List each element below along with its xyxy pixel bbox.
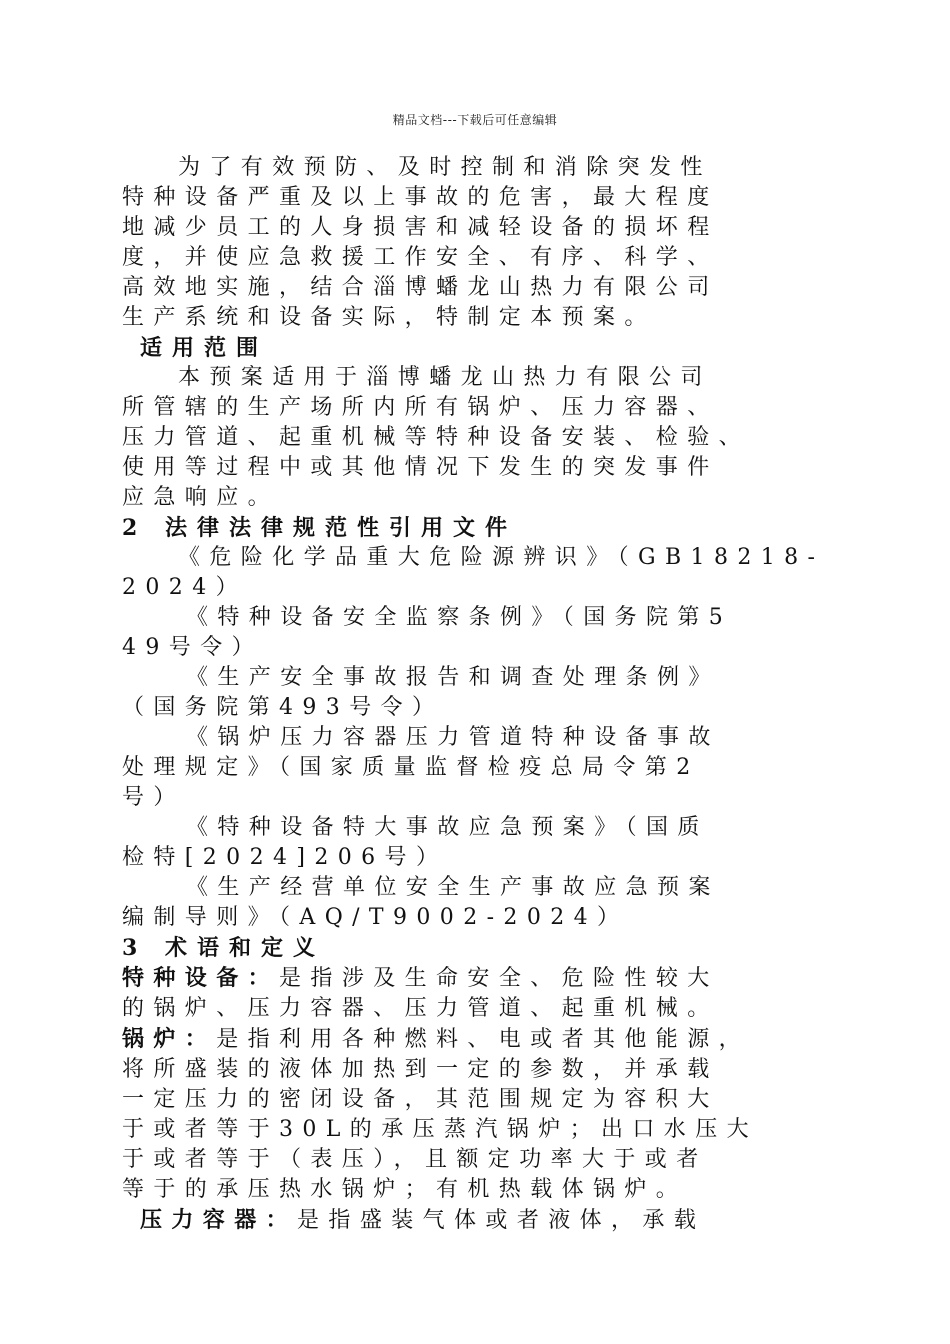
- law-item-line: 《生产安全事故报告和调查处理条例》: [186, 665, 720, 690]
- law-item-line: （国务院第493号令）: [122, 695, 444, 720]
- intro-paragraph: [122, 153, 842, 333]
- laws-list: [122, 543, 842, 933]
- law-item-line: 检特[2024]206号）: [122, 845, 448, 870]
- term-text: 是指盛装气体或者液体，承载: [297, 1208, 706, 1233]
- scope-heading: 适用范围: [140, 335, 269, 361]
- law-item-line: 《生产经营单位安全生产事故应急预案: [186, 875, 720, 900]
- law-item-line: 《特种设备安全监察条例》（国务院第5: [186, 605, 733, 630]
- scope-line: 使用等过程中或其他情况下发生的突发事件: [122, 455, 719, 480]
- term-text-line: 于或者等于（表压），且额定功率大于或者: [122, 1147, 708, 1172]
- intro-line: 高效地实施，结合淄博蟠龙山热力有限公司: [122, 275, 719, 300]
- term-text-line: 一定压力的密闭设备，其范围规定为容积大: [122, 1087, 719, 1112]
- law-item-line: 编制导则》（AQ/T9002-2024）: [122, 905, 629, 930]
- intro-line: 为了有效预防、及时控制和消除突发性: [178, 155, 712, 180]
- term-text-line: 的锅炉、压力容器、压力管道、起重机械。: [122, 996, 719, 1021]
- term-special-equipment: [122, 963, 842, 994]
- term-boiler: [122, 1024, 842, 1055]
- law-item-line: 号）: [122, 785, 185, 810]
- scope-line: 本预案适用于淄博蟠龙山热力有限公司: [178, 365, 712, 390]
- term-text-line: 将所盛装的液体加热到一定的参数，并承载: [122, 1057, 719, 1082]
- intro-line: 度，并使应急救援工作安全、有序、科学、: [122, 245, 719, 270]
- term-text-line: 等于的承压热水锅炉；有机热载体锅炉。: [122, 1177, 688, 1202]
- intro-line: 地减少员工的人身损害和减轻设备的损坏程: [122, 215, 719, 240]
- terms-list: [122, 963, 842, 1236]
- scope-line: 所管辖的生产场所内所有锅炉、压力容器、: [122, 395, 719, 420]
- page-header: 精品文档---下载后可任意编辑: [392, 113, 558, 127]
- law-item-line: 《锅炉压力容器压力管道特种设备事故: [186, 725, 720, 750]
- scope-line: 应急响应。: [122, 485, 280, 510]
- document-body: [122, 153, 842, 1236]
- term-label: 特种设备：: [122, 965, 280, 991]
- law-item-line: 《危险化学品重大危险源辨识》（GB18218-: [178, 545, 825, 570]
- law-item-line: 49号令）: [122, 635, 263, 660]
- term-text-line: 于或者等于30L的承压蒸汽锅炉；出口水压大: [122, 1117, 759, 1142]
- scope-line: 压力管道、起重机械等特种设备安装、检验、: [122, 425, 751, 450]
- intro-line: 生产系统和设备实际，特制定本预案。: [122, 305, 656, 330]
- law-item-line: 处理规定》（国家质量监督检疫总局令第2: [122, 755, 700, 780]
- terms-heading: 3 术语和定义: [122, 935, 325, 961]
- term-text: 是指涉及生命安全、危险性较大: [279, 966, 719, 991]
- scope-paragraph: [122, 363, 842, 513]
- term-label: 压力容器：: [140, 1207, 298, 1233]
- term-pressure-vessel: [122, 1205, 842, 1236]
- laws-heading: 2 法律法律规范性引用文件: [122, 515, 517, 541]
- law-item-line: 《特种设备特大事故应急预案》（国质: [186, 815, 709, 840]
- law-item-line: 2024）: [122, 575, 247, 600]
- intro-line: 特种设备严重及以上事故的危害，最大程度: [122, 185, 719, 210]
- term-label: 锅炉：: [122, 1026, 217, 1052]
- term-text: 是指利用各种燃料、电或者其他能源，: [216, 1027, 751, 1052]
